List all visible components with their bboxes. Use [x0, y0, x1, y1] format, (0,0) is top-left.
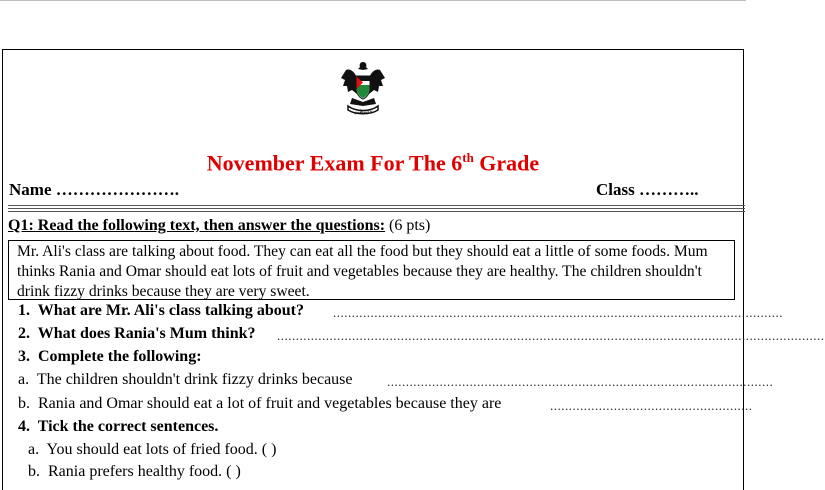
top-divider	[0, 0, 746, 1]
reading-passage: Mr. Ali's class are talking about food. They can eat all the food but they should eat a little of some foods. Mum thinks Rania and Omar should eat lots of fruit and vegetables because they are healthy. The children shouldn't drink fizzy drinks because they are very sweet.	[8, 240, 735, 300]
tick-item[interactable]: b. Rania prefers healthy food. ( )	[28, 463, 241, 480]
tick-item[interactable]: a. You should eat lots of fried food. ( )	[28, 441, 277, 458]
double-rule	[8, 208, 745, 209]
question-item: 4. Tick the correct sentences.	[18, 418, 219, 435]
emblem-caption: فلسطين	[354, 110, 372, 115]
double-rule	[8, 211, 745, 212]
question-item: 2. What does Rania's Mum think?	[18, 325, 256, 342]
palestinian-eagle-emblem-icon	[338, 58, 388, 118]
question-1-heading: Q1: Read the following text, then answer the questions: (6 pts)	[8, 217, 431, 234]
question-item: 1. What are Mr. Ali's class talking about?	[18, 302, 304, 319]
question-item: 3. Complete the following:	[18, 348, 202, 365]
question-item: a. The children shouldn't drink fizzy drinks because	[18, 371, 353, 388]
answer-line[interactable]: .......................................................................................................	[387, 374, 774, 389]
answer-line[interactable]: ........................................................................................................................	[333, 305, 783, 320]
answer-line[interactable]: ..................................................................................................................................................	[277, 328, 825, 343]
double-rule	[8, 205, 745, 206]
name-field-label: Name ………………….	[9, 180, 179, 199]
answer-line[interactable]: ......................................................	[550, 398, 753, 413]
question-item: b. Rania and Omar should eat a lot of fruit and vegetables because they are	[18, 395, 502, 412]
exam-title: November Exam For The 6th Grade	[206, 150, 540, 176]
class-field-label: Class ………..	[596, 180, 699, 199]
